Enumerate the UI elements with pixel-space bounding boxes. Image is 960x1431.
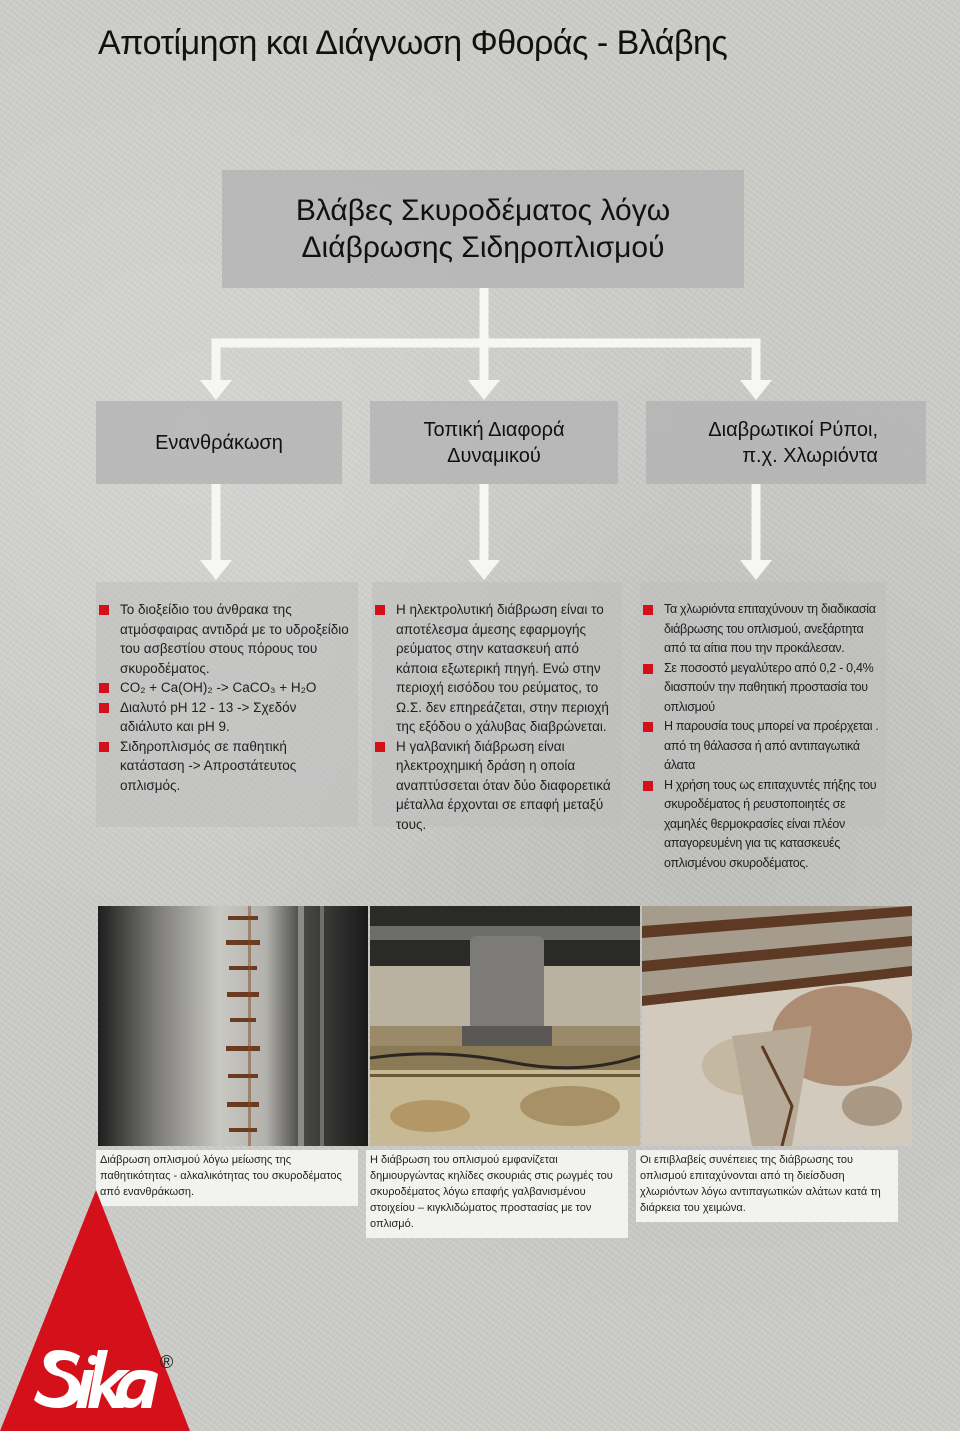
bullet-item <box>96 737 350 796</box>
bullet-item <box>640 717 886 776</box>
column-chlorides <box>640 582 886 870</box>
bullet-square-icon <box>643 664 653 674</box>
bullet-square-icon <box>643 722 653 732</box>
caption-photo-carbonation: Διάβρωση οπλισμού λόγω μείωσης της παθητικότητας - αλκαλικότητας του σκυροδέματος από ενανθράκωση. <box>96 1150 358 1206</box>
photo-carbonation-column <box>98 906 368 1146</box>
category-label: Ενανθράκωση <box>155 431 283 454</box>
main-heading-line1: Βλάβες Σκυροδέματος λόγω <box>295 194 671 227</box>
bullet-square-icon <box>99 605 109 615</box>
bullet-text: Η γαλβανική διάβρωση είναι ηλεκτροχημική δράση η οποία αναπτύσσεται όταν δύο διαφορετικά μέταλλα έρχονται σε επαφή μεταξύ τους. <box>396 738 611 832</box>
bullet-item <box>96 600 350 678</box>
bullet-item <box>640 776 886 874</box>
category-box-potential-difference <box>370 401 618 484</box>
bullet-text: Η ηλεκτρολυτική διάβρωση είναι το αποτέλεσμα άμεσης εφαρμογής ρεύματος στην κατασκευή από κάποια εξωτερική πηγή. Ενώ στην περιοχή εισόδου του ρεύματος, το Ω.Σ. δεν επηρεάζεται, στην περιοχή της εξόδου ο χάλυβας διαβρώνεται. <box>396 602 609 734</box>
column-potential-difference <box>372 582 622 832</box>
bullet-square-icon <box>99 703 109 713</box>
bullet-text: Η χρήση τους ως επιταχυντές πήξης του σκυροδέματος ή ρευστοποιητές σε χαμηλές θερμοκρασίες είναι πλέον απαγορευμένη για τις κατασκευές οπλισμένου σκυροδέματος. <box>664 777 877 870</box>
bullet-square-icon <box>99 683 109 693</box>
photo-chloride-beam <box>642 906 912 1146</box>
bullet-item <box>640 659 886 718</box>
bullet-text: Το διοξείδιο του άνθρακα της ατμόσφαιρας αντιδρά με το υδροξείδιο του ασβεστίου στους πόρους του σκυροδέματος. <box>120 602 349 676</box>
bullet-text: CO₂ + Ca(OH)₂ -> CaCO₃ + H₂O <box>120 680 317 695</box>
caption-photo-chloride: Οι επιβλαβείς συνέπειες της διάβρωσης του οπλισμού επιταχύνονται από τη διείσδυση χλωριόντων λόγω αντιπαγωτικών αλάτων κατά τη διάρκεια του χειμώνα. <box>636 1150 898 1222</box>
category-label: Τοπική Διαφορά <box>423 418 565 441</box>
category-box-chlorides <box>646 401 926 484</box>
bullet-square-icon <box>375 605 385 615</box>
bullet-square-icon <box>643 781 653 791</box>
bullet-item <box>96 698 350 737</box>
main-heading-box <box>222 170 744 288</box>
main-heading-line2: Διάβρωσης Σιδηροπλισμού <box>301 231 665 264</box>
bullet-item <box>372 600 614 737</box>
category-box-carbonation <box>96 401 342 484</box>
bullet-item <box>640 600 886 659</box>
bullet-list <box>96 582 358 795</box>
bullet-text: Διαλυτό pH 12 - 13 -> Σχεδόν αδιάλυτο και pH 9. <box>120 699 297 734</box>
photo-galvanic-railing <box>370 906 640 1146</box>
bullet-text: Τα χλωριόντα επιταχύνουν τη διαδικασία διάβρωσης του οπλισμού, ανεξάρτητα από τα αίτια που την προκάλεσαν. <box>664 602 876 655</box>
bullet-text: Σε ποσοστό μεγαλύτερο από 0,2 - 0,4% διασπούν την παθητική προστασία του οπλισμού <box>664 660 874 714</box>
bullet-square-icon <box>99 742 109 752</box>
column-carbonation <box>96 582 358 827</box>
bullet-square-icon <box>375 742 385 752</box>
registered-mark: ® <box>160 1352 174 1372</box>
bullet-text: Η παρουσία τους μπορεί να προέρχεται . από τη θάλασσα ή από αντιπαγωτικά άλατα <box>664 719 879 772</box>
bullet-list <box>372 582 622 834</box>
bullet-square-icon <box>643 605 653 615</box>
bullet-item <box>372 737 614 835</box>
caption-photo-galvanic: Η διάβρωση του οπλισμού εμφανίζεται δημιουργώντας κηλίδες σκουριάς στις ρωγμές του σκυροδέματος λόγω επαφής γαλβανισμένου στοιχείου – κιγκλιδώματος προστασίας με τον οπλισμό. <box>366 1150 628 1238</box>
bullet-list <box>640 582 886 873</box>
bullet-item <box>96 678 350 698</box>
sika-logo-icon <box>0 1190 190 1431</box>
bullet-text: Σιδηροπλισμός σε παθητική κατάσταση -> Απροστάτευτος οπλισμός. <box>120 738 297 793</box>
category-label: Διαβρωτικοί Ρύποι, <box>708 418 878 441</box>
category-label-line2: π.χ. Χλωριόντα <box>742 444 878 467</box>
flow-connectors <box>0 0 960 600</box>
category-label-line2: Δυναμικού <box>447 444 541 467</box>
page-title: Αποτίμηση και Διάγνωση Φθοράς - Βλάβης <box>98 24 728 62</box>
